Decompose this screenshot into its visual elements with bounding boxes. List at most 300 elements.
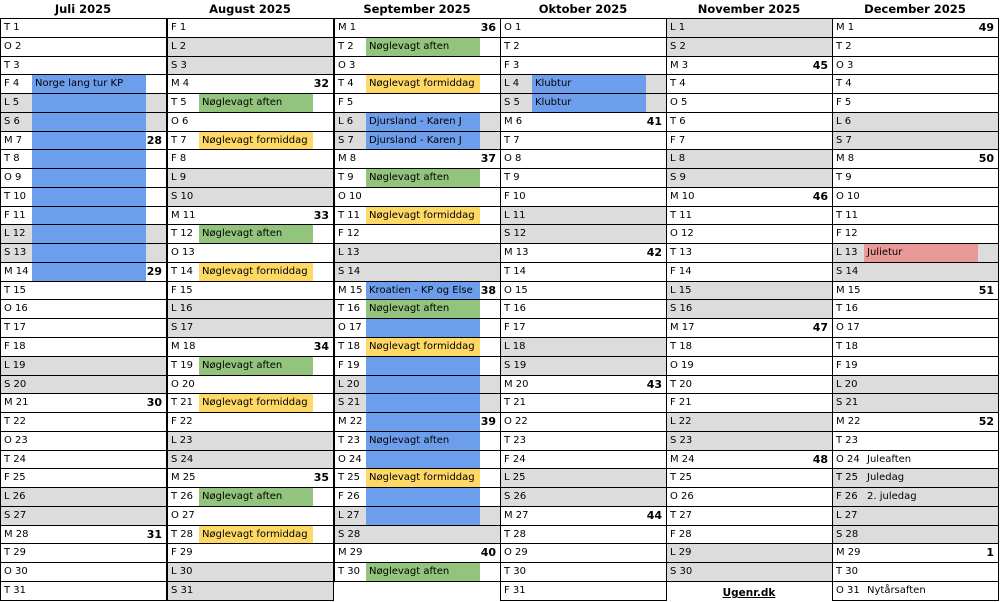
day-row[interactable] — [667, 74, 832, 93]
event-block[interactable]: Nøglevagt aften — [366, 38, 480, 56]
day-label: O 13 — [171, 247, 195, 259]
day-row[interactable] — [1, 112, 166, 131]
day-row[interactable] — [833, 318, 998, 337]
day-row[interactable] — [1, 318, 166, 337]
day-row[interactable] — [335, 525, 500, 544]
day-row[interactable] — [833, 412, 998, 431]
day-label: O 16 — [4, 303, 28, 315]
day-row[interactable] — [1, 131, 166, 150]
day-row[interactable] — [667, 543, 832, 562]
event-block[interactable]: 2. juledag — [867, 491, 917, 503]
event-block[interactable]: Juleaften — [867, 453, 912, 465]
event-block[interactable]: Nøglevagt formiddag — [199, 526, 313, 544]
day-row[interactable] — [833, 281, 998, 300]
day-row[interactable] — [667, 281, 832, 300]
day-row[interactable] — [667, 149, 832, 168]
day-row[interactable] — [335, 543, 500, 562]
day-label: O 24 — [836, 453, 860, 465]
day-row[interactable] — [168, 525, 333, 544]
event-block[interactable]: Klubtur — [532, 94, 646, 112]
day-row[interactable] — [168, 543, 333, 562]
event-block[interactable]: Nøglevagt aften — [366, 300, 480, 318]
day-row[interactable] — [501, 149, 666, 168]
day-row[interactable] — [667, 131, 832, 150]
day-row[interactable] — [168, 74, 333, 93]
day-row[interactable] — [168, 149, 333, 168]
event-block[interactable]: Nytårsaften — [867, 584, 926, 596]
day-row[interactable] — [667, 412, 832, 431]
day-row[interactable] — [667, 18, 832, 37]
event-block[interactable] — [32, 225, 146, 243]
day-label: F 5 — [836, 97, 852, 109]
day-row[interactable] — [501, 318, 666, 337]
day-row[interactable] — [335, 149, 500, 168]
day-row[interactable] — [501, 224, 666, 243]
day-label: S 17 — [171, 322, 194, 334]
day-row[interactable] — [501, 525, 666, 544]
week-number: 43 — [646, 377, 662, 391]
day-row[interactable] — [335, 299, 500, 318]
day-row[interactable] — [335, 318, 500, 337]
day-row[interactable] — [1, 562, 166, 581]
day-label: T 4 — [670, 78, 686, 90]
day-row[interactable] — [833, 525, 998, 544]
day-row[interactable] — [335, 337, 500, 356]
day-row[interactable] — [501, 168, 666, 187]
event-block[interactable]: Nøglevagt aften — [199, 94, 313, 112]
event-block[interactable] — [366, 357, 480, 375]
day-row[interactable] — [833, 112, 998, 131]
day-row[interactable] — [168, 187, 333, 206]
day-row[interactable] — [168, 412, 333, 431]
day-label: O 22 — [504, 416, 528, 428]
day-row[interactable] — [501, 562, 666, 581]
day-row[interactable] — [168, 299, 333, 318]
day-label: L 2 — [171, 40, 187, 52]
day-row[interactable] — [335, 206, 500, 225]
day-label: T 7 — [171, 134, 187, 146]
event-block[interactable]: Nøglevagt aften — [366, 563, 480, 581]
day-row[interactable] — [833, 168, 998, 187]
day-label: L 15 — [670, 284, 692, 296]
event-block[interactable] — [32, 113, 146, 131]
event-block[interactable]: Nøglevagt aften — [366, 432, 480, 450]
month-column — [167, 0, 333, 601]
event-block[interactable] — [32, 132, 146, 150]
day-row[interactable] — [168, 487, 333, 506]
day-label: L 13 — [836, 247, 858, 259]
day-label: T 2 — [338, 40, 354, 52]
event-block[interactable]: Djursland - Karen J — [366, 132, 480, 150]
day-row[interactable] — [168, 450, 333, 469]
day-row[interactable] — [1, 375, 166, 394]
day-label: F 25 — [4, 472, 26, 484]
event-block[interactable] — [366, 394, 480, 412]
day-label: S 6 — [4, 115, 20, 127]
day-row[interactable] — [168, 37, 333, 56]
day-row[interactable] — [667, 375, 832, 394]
event-block[interactable]: Nøglevagt formiddag — [199, 263, 313, 281]
day-row[interactable] — [168, 243, 333, 262]
ugenr-link[interactable]: Ugenr.dk — [722, 587, 776, 600]
day-row[interactable] — [1, 262, 166, 281]
day-row[interactable] — [1, 224, 166, 243]
day-row[interactable] — [501, 506, 666, 525]
day-row[interactable] — [833, 506, 998, 525]
day-row[interactable] — [335, 93, 500, 112]
month-days — [0, 18, 167, 601]
event-block[interactable] — [32, 263, 146, 281]
day-row[interactable] — [335, 224, 500, 243]
day-label: M 4 — [171, 78, 190, 90]
day-label: L 22 — [670, 416, 692, 428]
day-row[interactable] — [667, 56, 832, 75]
day-row[interactable] — [833, 393, 998, 412]
day-row[interactable] — [335, 487, 500, 506]
day-row[interactable] — [833, 187, 998, 206]
day-row[interactable] — [501, 412, 666, 431]
day-row[interactable] — [335, 450, 500, 469]
day-row[interactable] — [168, 393, 333, 412]
event-block[interactable] — [366, 451, 480, 469]
day-row[interactable] — [833, 468, 998, 487]
day-label: T 21 — [504, 397, 527, 409]
month-title: August 2025 — [209, 2, 291, 16]
event-block[interactable] — [366, 376, 480, 394]
day-row[interactable] — [501, 206, 666, 225]
day-row[interactable] — [501, 243, 666, 262]
day-row[interactable] — [501, 487, 666, 506]
day-row[interactable] — [501, 281, 666, 300]
event-block[interactable]: Nøglevagt formiddag — [366, 469, 480, 487]
day-label: M 17 — [670, 322, 695, 334]
day-row[interactable] — [667, 187, 832, 206]
day-label: T 14 — [171, 265, 194, 277]
event-block[interactable] — [32, 244, 146, 262]
day-row[interactable] — [1, 149, 166, 168]
event-block[interactable]: Kroatien - KP og Else — [366, 282, 480, 300]
day-row[interactable] — [833, 450, 998, 469]
day-row[interactable] — [1, 487, 166, 506]
day-row[interactable] — [335, 375, 500, 394]
day-row[interactable] — [501, 375, 666, 394]
day-row[interactable] — [168, 131, 333, 150]
day-row[interactable] — [667, 224, 832, 243]
day-label: L 26 — [4, 491, 26, 503]
day-row[interactable] — [1, 337, 166, 356]
day-row[interactable] — [833, 299, 998, 318]
event-block[interactable]: Nøglevagt aften — [199, 357, 313, 375]
day-label: F 26 — [338, 491, 360, 503]
week-number: 39 — [480, 415, 496, 429]
day-label: T 30 — [836, 566, 859, 578]
day-row[interactable] — [168, 168, 333, 187]
day-row[interactable] — [1, 168, 166, 187]
event-block[interactable]: Norge lang tur KP — [32, 75, 146, 93]
day-row[interactable] — [667, 487, 832, 506]
day-label: T 25 — [338, 472, 361, 484]
day-row[interactable] — [501, 393, 666, 412]
day-row[interactable] — [335, 168, 500, 187]
day-label: F 11 — [4, 209, 26, 221]
day-row[interactable] — [1, 281, 166, 300]
event-block[interactable]: Nøglevagt formiddag — [199, 394, 313, 412]
day-label: O 24 — [338, 453, 362, 465]
day-row[interactable] — [501, 543, 666, 562]
event-block[interactable]: Nøglevagt aften — [199, 225, 313, 243]
day-row[interactable] — [501, 356, 666, 375]
event-block[interactable]: Nøglevagt aften — [366, 169, 480, 187]
day-row[interactable] — [667, 243, 832, 262]
day-row[interactable] — [335, 431, 500, 450]
day-row[interactable] — [501, 37, 666, 56]
event-block[interactable]: Julietur — [864, 244, 978, 262]
day-row[interactable] — [501, 93, 666, 112]
day-label: T 8 — [4, 153, 20, 165]
day-row[interactable] — [501, 468, 666, 487]
event-block[interactable]: Nøglevagt formiddag — [366, 338, 480, 356]
day-row[interactable] — [667, 337, 832, 356]
event-block[interactable] — [32, 169, 146, 187]
day-label: S 16 — [670, 303, 693, 315]
day-row[interactable] — [833, 18, 998, 37]
day-row[interactable] — [501, 581, 666, 600]
event-block[interactable]: Juledag — [867, 472, 905, 484]
day-row[interactable] — [335, 412, 500, 431]
day-row[interactable] — [501, 299, 666, 318]
day-row[interactable] — [335, 281, 500, 300]
day-row[interactable] — [667, 93, 832, 112]
event-block[interactable] — [366, 507, 480, 525]
day-row[interactable] — [833, 149, 998, 168]
day-label: T 6 — [670, 115, 686, 127]
day-row[interactable] — [1, 243, 166, 262]
day-row[interactable] — [168, 318, 333, 337]
day-row[interactable] — [667, 112, 832, 131]
day-row[interactable] — [335, 468, 500, 487]
day-row[interactable] — [1, 412, 166, 431]
day-row[interactable] — [1, 581, 166, 600]
day-row[interactable] — [168, 337, 333, 356]
day-row[interactable] — [168, 112, 333, 131]
day-label: M 24 — [670, 453, 695, 465]
day-row[interactable] — [667, 506, 832, 525]
day-row[interactable] — [667, 37, 832, 56]
day-label: O 17 — [338, 322, 362, 334]
day-label: T 18 — [338, 341, 361, 353]
event-block[interactable] — [32, 150, 146, 168]
day-row[interactable] — [833, 356, 998, 375]
day-row[interactable] — [335, 37, 500, 56]
day-row[interactable] — [501, 337, 666, 356]
day-row[interactable] — [335, 393, 500, 412]
event-block[interactable]: Djursland - Karen J — [366, 113, 480, 131]
day-row[interactable] — [335, 356, 500, 375]
event-block[interactable] — [32, 188, 146, 206]
day-row[interactable] — [501, 18, 666, 37]
day-row[interactable] — [667, 299, 832, 318]
day-row[interactable] — [168, 224, 333, 243]
day-label: F 26 — [836, 491, 858, 503]
day-row[interactable] — [1, 299, 166, 318]
week-number: 28 — [146, 133, 162, 147]
day-label: T 25 — [836, 472, 859, 484]
day-label: M 20 — [504, 378, 529, 390]
day-row[interactable] — [168, 562, 333, 581]
day-row[interactable] — [667, 206, 832, 225]
day-row[interactable] — [833, 56, 998, 75]
day-row[interactable] — [168, 506, 333, 525]
day-label: M 29 — [338, 547, 363, 559]
day-row[interactable] — [335, 74, 500, 93]
week-number: 46 — [812, 189, 828, 203]
day-row[interactable] — [833, 37, 998, 56]
day-label: T 10 — [4, 190, 27, 202]
day-row[interactable] — [168, 281, 333, 300]
day-row[interactable] — [501, 131, 666, 150]
day-label: T 23 — [836, 434, 859, 446]
week-number: 1 — [986, 546, 994, 560]
day-row[interactable] — [335, 243, 500, 262]
day-row[interactable] — [501, 56, 666, 75]
day-row[interactable] — [1, 450, 166, 469]
day-row[interactable] — [501, 112, 666, 131]
day-label: T 2 — [836, 40, 852, 52]
day-label: F 24 — [504, 453, 526, 465]
day-row[interactable] — [335, 18, 500, 37]
day-row[interactable] — [501, 431, 666, 450]
day-row[interactable] — [1, 18, 166, 37]
week-number: 31 — [146, 527, 162, 541]
day-row[interactable] — [667, 468, 832, 487]
day-row[interactable] — [667, 393, 832, 412]
day-row[interactable] — [667, 318, 832, 337]
day-label: L 12 — [4, 228, 26, 240]
day-row[interactable] — [833, 262, 998, 281]
day-label: M 1 — [338, 22, 357, 33]
day-row[interactable] — [833, 74, 998, 93]
event-block[interactable]: Nøglevagt formiddag — [366, 207, 480, 225]
day-row[interactable] — [501, 74, 666, 93]
day-label: L 1 — [670, 22, 686, 33]
day-label: L 23 — [171, 434, 193, 446]
day-row[interactable] — [501, 262, 666, 281]
day-row[interactable] — [501, 187, 666, 206]
day-row[interactable] — [1, 525, 166, 544]
day-row[interactable] — [168, 356, 333, 375]
day-label: T 11 — [836, 209, 859, 221]
day-label: T 11 — [670, 209, 693, 221]
event-block[interactable] — [32, 94, 146, 112]
day-row[interactable] — [335, 262, 500, 281]
day-row[interactable] — [168, 262, 333, 281]
day-row[interactable] — [1, 468, 166, 487]
day-row[interactable] — [833, 581, 998, 600]
day-row[interactable] — [168, 375, 333, 394]
day-row[interactable] — [1, 187, 166, 206]
day-row[interactable] — [833, 93, 998, 112]
day-row[interactable] — [335, 506, 500, 525]
event-block[interactable]: Nøglevagt aften — [199, 488, 313, 506]
day-row[interactable] — [1, 37, 166, 56]
event-block[interactable]: Klubtur — [532, 75, 646, 93]
event-block[interactable] — [32, 207, 146, 225]
day-row[interactable] — [833, 543, 998, 562]
day-row[interactable] — [1, 206, 166, 225]
day-row[interactable] — [1, 356, 166, 375]
day-row[interactable] — [168, 56, 333, 75]
event-block[interactable] — [366, 413, 480, 431]
day-row[interactable] — [335, 562, 500, 581]
day-row[interactable] — [833, 487, 998, 506]
day-row[interactable] — [833, 562, 998, 581]
day-label: L 27 — [338, 509, 360, 521]
day-label: O 5 — [670, 97, 688, 109]
day-row[interactable] — [667, 562, 832, 581]
day-row[interactable] — [168, 468, 333, 487]
day-row[interactable] — [833, 243, 998, 262]
day-row[interactable] — [168, 18, 333, 37]
day-label: O 9 — [4, 172, 22, 184]
day-row[interactable] — [667, 168, 832, 187]
week-number: 32 — [313, 77, 329, 91]
day-label: M 8 — [836, 153, 855, 165]
day-row[interactable] — [1, 74, 166, 93]
day-label: T 30 — [338, 566, 361, 578]
day-row[interactable] — [1, 93, 166, 112]
day-label: F 12 — [338, 228, 360, 240]
day-row[interactable] — [833, 224, 998, 243]
day-row[interactable] — [833, 431, 998, 450]
day-row[interactable] — [1, 393, 166, 412]
day-row[interactable] — [168, 431, 333, 450]
event-block[interactable]: Nøglevagt formiddag — [366, 75, 480, 93]
day-row[interactable] — [667, 431, 832, 450]
day-row[interactable] — [833, 131, 998, 150]
day-row[interactable] — [168, 581, 333, 600]
day-label: F 14 — [670, 265, 692, 277]
day-row[interactable] — [335, 187, 500, 206]
day-label: F 31 — [504, 584, 526, 596]
event-block[interactable] — [366, 319, 480, 337]
day-row[interactable] — [833, 206, 998, 225]
day-row[interactable] — [335, 112, 500, 131]
day-row[interactable] — [833, 337, 998, 356]
day-row[interactable] — [1, 56, 166, 75]
day-row[interactable] — [501, 450, 666, 469]
day-row[interactable] — [1, 543, 166, 562]
event-block[interactable] — [366, 488, 480, 506]
day-label: O 1 — [504, 22, 522, 33]
day-row[interactable] — [335, 131, 500, 150]
day-row[interactable] — [168, 93, 333, 112]
day-row[interactable] — [833, 375, 998, 394]
day-label: M 6 — [504, 115, 523, 127]
day-label: L 20 — [836, 378, 858, 390]
day-row[interactable] — [1, 431, 166, 450]
day-row[interactable] — [667, 356, 832, 375]
day-row[interactable] — [667, 525, 832, 544]
day-row[interactable] — [168, 206, 333, 225]
day-label: S 30 — [670, 566, 693, 578]
day-row[interactable] — [335, 56, 500, 75]
day-row[interactable] — [1, 506, 166, 525]
day-label: T 27 — [670, 509, 693, 521]
day-label: T 13 — [670, 247, 693, 259]
day-row[interactable] — [667, 450, 832, 469]
day-row[interactable] — [667, 262, 832, 281]
event-block[interactable]: Nøglevagt formiddag — [199, 132, 313, 150]
